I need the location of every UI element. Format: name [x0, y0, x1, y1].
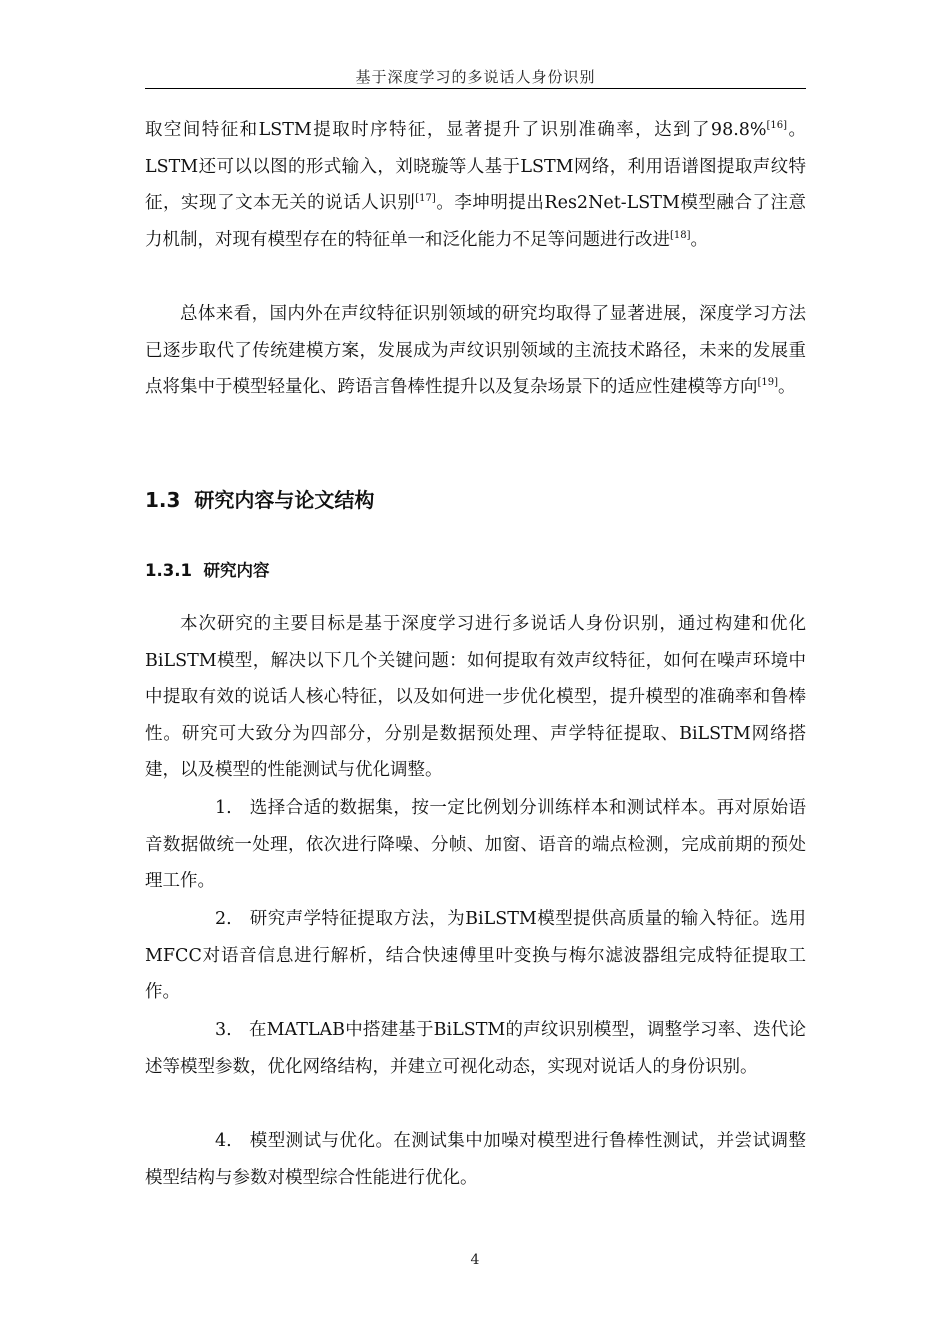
paragraph-1-text-c: 。李坤明提出Res2Net-LSTM模型融合了注意力机制，对现有模型存在的特征单一和泛化能力不足等问题进行改进 [145, 193, 807, 250]
list-text: 模型测试与优化。在测试集中加噪对模型进行鲁棒性测试，并尝试调整模型结构与参数对模型综合性能进行优化。 [145, 1131, 806, 1188]
list-item [145, 1012, 806, 1085]
list-number: 1. [215, 798, 232, 818]
list-item [145, 901, 806, 1011]
section-heading [145, 484, 374, 513]
citation-18: [18] [670, 229, 691, 241]
section-title: 研究内容与论文结构 [194, 488, 375, 512]
paragraph-1-text-b: 。LSTM还可以以图的形式输入，刘晓璇等人基于LSTM网络，利用语谱图提取声纹特征，实现了文本无关的说话人识别 [145, 120, 806, 213]
running-header: 基于深度学习的多说话人身份识别 [355, 68, 596, 86]
list-item [145, 790, 806, 900]
paragraph-1 [145, 112, 806, 258]
paragraph-2-text-b: 。 [778, 377, 796, 397]
citation-16: [16] [766, 120, 788, 131]
list-item [145, 1123, 806, 1196]
subsection-heading [145, 557, 269, 581]
page-number: 4 [470, 1252, 480, 1268]
header-rule [145, 88, 806, 89]
list-number: 2. [215, 909, 232, 929]
list-text: 在MATLAB中搭建基于BiLSTM的声纹识别模型，调整学习率、迭代论述等模型参数，优化网络结构，并建立可视化动态，实现对说话人的身份识别。 [145, 1020, 806, 1077]
section-number: 1.3 [145, 488, 181, 512]
paragraph-1-text-a: 取空间特征和LSTM提取时序特征，显著提升了识别准确率，达到了98.8% [145, 120, 767, 140]
subsection-number: 1.3.1 [145, 561, 192, 580]
subsection-title: 研究内容 [203, 561, 270, 580]
citation-19: [19] [757, 377, 779, 388]
list-text: 选择合适的数据集，按一定比例划分训练样本和测试样本。再对原始语音数据做统一处理，依次进行降噪、分帧、加窗、语音的端点检测，完成前期的预处理工作。 [145, 798, 806, 891]
paragraph-1-text-d: 。 [690, 229, 709, 250]
list-number: 3. [215, 1020, 232, 1040]
list-number: 4. [215, 1131, 232, 1151]
citation-17: [17] [415, 193, 436, 204]
paragraph-2 [145, 296, 806, 406]
paragraph-2-text-a: 总体来看，国内外在声纹特征识别领域的研究均取得了显著进展，深度学习方法已逐步取代了传统建模方案，发展成为声纹识别领域的主流技术路径，未来的发展重点将集中于模型轻量化、跨语言鲁棒性提升以及复杂场景下的适应性建模等方向 [145, 304, 806, 397]
paragraph-3: 本次研究的主要目标是基于深度学习进行多说话人身份识别，通过构建和优化BiLSTM模型，解决以下几个关键问题：如何提取有效声纹特征，如何在噪声环境中中提取有效的说话人核心特征，以及如何进一步优化模型，提升模型的准确率和鲁棒性。研究可大致分为四部分，分别是数据预处理、声学特征提取、BiLSTM网络搭建，以及模型的性能测试与优化调整。 [145, 614, 806, 780]
list-text: 研究声学特征提取方法，为BiLSTM模型提供高质量的输入特征。选用MFCC对语音信息进行解析，结合快速傅里叶变换与梅尔滤波器组完成特征提取工作。 [145, 909, 806, 1002]
